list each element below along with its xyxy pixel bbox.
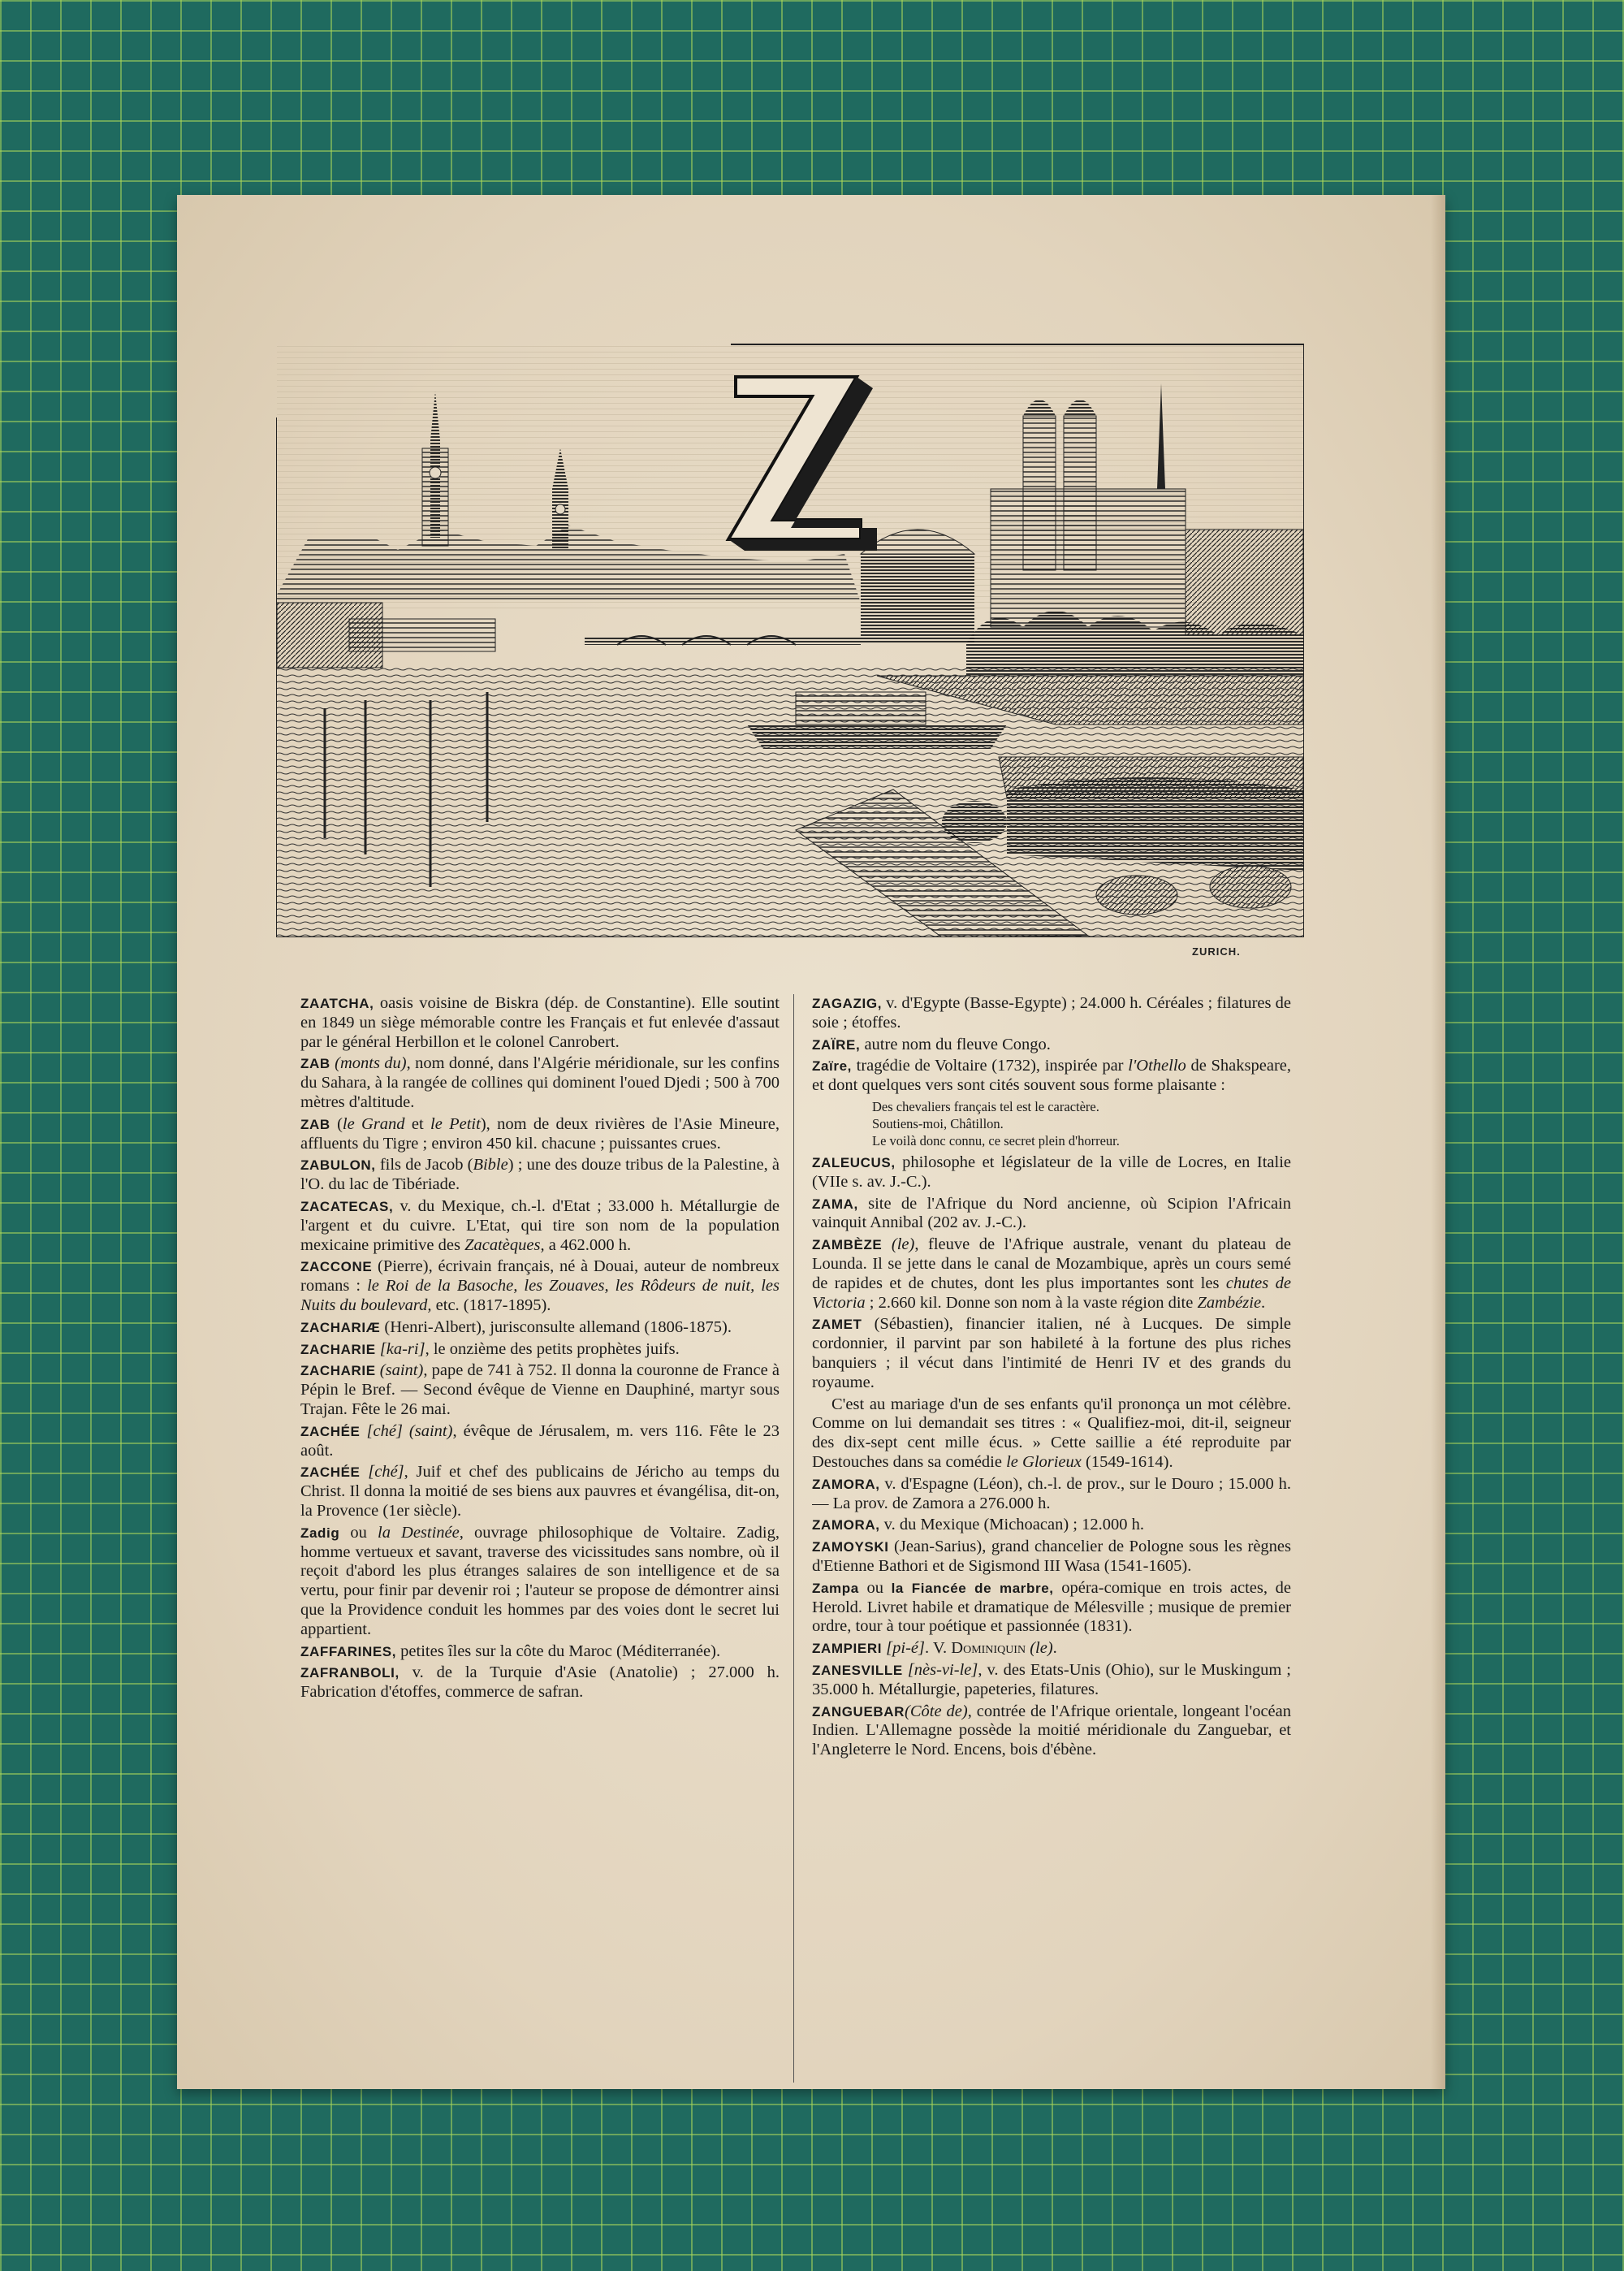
text: a 462.000 h. [544, 1235, 632, 1254]
text: . [1052, 1639, 1057, 1658]
text: etc. (1817-1895). [431, 1296, 551, 1314]
italic: [ché] (saint) [366, 1421, 453, 1440]
headword: ZAFRANBOLI, [300, 1665, 400, 1681]
headword: ZAMOYSKI [812, 1539, 889, 1555]
verse-line: Des chevaliers français tel est le caractère. [872, 1098, 1099, 1114]
text: tragédie de Voltaire (1732), inspirée par [851, 1057, 1129, 1075]
italic: Zambézie [1197, 1293, 1262, 1312]
pronunciation: [pi-é] [886, 1639, 925, 1658]
entry-zambeze [812, 1235, 1291, 1313]
entry-zachariae [300, 1318, 780, 1338]
headword: ZACATECAS, [300, 1198, 394, 1214]
text: ), nom de deux rivières de l'Asie Mineure, affluents du Tigre ; environ 450 kil. chacune ; puissantes crues. [300, 1114, 780, 1153]
entry-zacatecas [300, 1197, 780, 1255]
entry-zadig [300, 1524, 780, 1640]
text: v. de la Turquie d'Asie (Anatolie) ; 27.000 h. Fabrication d'étoffes, commerce de safran. [300, 1663, 780, 1702]
italic: le Grand [342, 1114, 405, 1133]
headword: ZAMPIERI [812, 1641, 883, 1657]
entry-zaccone [300, 1257, 780, 1315]
entry-zafranboli [300, 1663, 780, 1702]
entry-zamoyski [812, 1538, 1291, 1577]
entry-zachee-publican [300, 1463, 780, 1520]
text: , pape de 741 à 752. Il donna la couronne de France à Pépin le Bref. — Second évêque de Vienne en Dauphiné, martyr sous Trajan. Fête le 26 mai. [300, 1361, 780, 1418]
right-column [812, 994, 1291, 2083]
headword: ZABULON, [300, 1157, 376, 1174]
pronunciation: [nès-vi-le] [907, 1660, 978, 1679]
entry-zama [812, 1195, 1291, 1234]
headword: ZACHARIE [300, 1341, 376, 1357]
text: philosophe et législateur de la ville de Locres, en Italie (VIIe s. av. J.-C.). [812, 1153, 1291, 1191]
definition: , nom donné, dans l'Algérie méridionale, sur les confins du Sahara, à la rangée de collines qui dominent l'oued Djedi ; 500 à 700 mètres d'altitude. [300, 1054, 780, 1111]
text: v. d'Espagne (Léon), ch.-l. de prov., sur le Douro ; 15.000 h. — La prov. de Zamora a 276.000 h. [812, 1474, 1291, 1512]
zurich-engraving [276, 270, 1304, 937]
entry-zaffarines [300, 1642, 780, 1662]
entry-zamora-spain [812, 1475, 1291, 1514]
headword-secondary: la Fiancée de marbre, [891, 1580, 1054, 1596]
column-divider [793, 994, 794, 2083]
dictionary-page [177, 195, 1445, 2089]
text: opéra-comique en trois actes, de Herold. Livret habile et dramatique de Mélesville ; musique de premier ordre, tour à tour poétique et passionnée (1831). [812, 1578, 1291, 1636]
entry-zamet-continued [812, 1395, 1291, 1473]
text: (Jean-Sarius), grand chancelier de Pologne sous les règnes d'Etienne Bathori et de Sigismond III Wasa (1541-1605). [812, 1538, 1291, 1575]
headword: ZAMA, [812, 1196, 858, 1212]
pronunciation: [ka-ri] [379, 1339, 425, 1358]
text: ) ; une des douze tribus de la Palestine, à l'O. du lac de Tibériade. [300, 1156, 780, 1194]
entry-zampa [812, 1579, 1291, 1637]
text: , le onzième des petits prophètes juifs. [425, 1339, 680, 1358]
engraving-caption: ZURICH. [1192, 945, 1241, 958]
italic-qualifier: (monts du) [335, 1054, 407, 1073]
entry-zaire-tragedy [812, 1057, 1291, 1096]
entry-zachee-saint [300, 1422, 780, 1461]
italic: le Glorieux [1006, 1452, 1082, 1471]
italic: Zacatèques, [464, 1235, 545, 1254]
italic: (le) [891, 1235, 915, 1254]
italic: (Côte de) [905, 1702, 968, 1720]
entry-zab-rivers [300, 1115, 780, 1154]
italic: le Roi de la Basoche, les Zouaves, les Rôdeurs de nuit, les Nuits du boulevard, [300, 1277, 780, 1314]
text: , Juif et chef des publicains de Jéricho au temps du Christ. Il donna la moitié de ses biens aux pauvres et évangélisa, dit-on, la Provence (1er siècle). [300, 1463, 780, 1520]
headword: ZANESVILLE [812, 1662, 903, 1678]
text: ou [339, 1523, 378, 1542]
italic: chutes de Victoria [812, 1274, 1291, 1312]
entry-zamora-mexico [812, 1516, 1291, 1535]
text: , fleuve de l'Afrique australe, venant du plateau de Lounda. Il se jette dans le canal de Mozambique, après un cours semé de rapides et de chutes, dont les plus importantes sont les [812, 1235, 1291, 1292]
text: , contrée de l'Afrique orientale, longeant l'océan Indien. L'Allemagne possède la moitié méridionale du Zanguebar, et l'Angleterre le Nord. Encens, bois d'ébène. [812, 1702, 1291, 1759]
entry-zabulon [300, 1156, 780, 1195]
definition: oasis voisine de Biskra (dép. de Constantine). Elle soutint en 1849 un siège mémorable contre les Français et fut enlevée d'assaut par le général Herbillon et le colonel Canrobert. [300, 994, 780, 1051]
headword: Zampa [812, 1580, 859, 1596]
pronunciation: [ché] [368, 1463, 404, 1482]
headword: ZACHARIÆ [300, 1319, 381, 1335]
entry-zagazig [812, 994, 1291, 1033]
text: (Sébastien), financier italien, né à Lucques. De simple cordonnier, il parvint par son habileté à la fortune des plus riches banquiers ; il vécut dans l'intimité de Henri IV et des grands du royaume. [812, 1315, 1291, 1391]
left-column [300, 994, 780, 2083]
engraving-illustration [276, 270, 1304, 937]
italic: le Petit [430, 1114, 481, 1133]
text: . V. [924, 1639, 952, 1658]
text: , ouvrage philosophique de Voltaire. Zadig, homme vertueux et savant, traverse des vicissitudes sans nombre, où il reçoit d'abord les plus étranges salaires de son intelligence et de sa vertu, pour finir par devenir roi ; l'auteur se propose de démontrer ainsi que la Providence conduit les hommes par des voies dont le secret lui appartient. [300, 1523, 780, 1638]
headword: ZAFFARINES, [300, 1643, 397, 1659]
headword: ZAMORA, [812, 1476, 880, 1492]
headword: ZANGUEBAR [812, 1703, 905, 1719]
text: et [404, 1114, 430, 1133]
entry-zacharie-prophet [300, 1340, 780, 1360]
italic: (le) [1030, 1639, 1053, 1658]
headword: ZAGAZIG, [812, 996, 883, 1011]
verse-line: Le voilà donc connu, ce secret plein d'horreur. [872, 1132, 1120, 1148]
headword: ZAB [300, 1116, 330, 1132]
headword: ZAB [300, 1056, 330, 1072]
italic: l'Othello [1128, 1057, 1186, 1075]
headword: ZACHÉE [300, 1464, 361, 1481]
cross-reference: Dominiquin [951, 1639, 1026, 1658]
text: v. du Mexique, ch.-l. d'Etat ; 33.000 h. Métallurgie de l'argent et du cuivre. L'Etat, qui tire son nom de la population mexicaine primitive des [300, 1196, 780, 1254]
text: (1549-1614). [1081, 1452, 1173, 1471]
text: petites îles sur la côte du Maroc (Méditerranée). [396, 1642, 721, 1660]
entry-zacharie-saint [300, 1361, 780, 1419]
entry-zamet [812, 1315, 1291, 1392]
text: de Shakspeare, et dont quelques vers sont cités souvent sous forme plaisante : [812, 1057, 1291, 1095]
entry-zanguebar [812, 1702, 1291, 1760]
entry-zanesville [812, 1661, 1291, 1700]
entry-zampieri [812, 1639, 1291, 1659]
verse-quotation [872, 1098, 1291, 1149]
headword: ZAATCHA, [300, 996, 374, 1011]
headword: ZACHARIE [300, 1363, 376, 1379]
text: v. du Mexique (Michoacan) ; 12.000 h. [879, 1516, 1144, 1534]
verse-line: Soutiens-moi, Châtillon. [872, 1115, 1004, 1131]
text: , v. des Etats-Unis (Ohio), sur le Muskingum ; 35.000 h. Métallurgie, papeteries, filatures. [812, 1660, 1291, 1698]
headword: ZAMBÈZE [812, 1237, 883, 1253]
text: (Henri-Albert), jurisconsulte allemand (1806-1875). [380, 1317, 732, 1336]
text: . [1261, 1293, 1266, 1312]
text: C'est au mariage d'un de ses enfants qu'il prononça un mot célèbre. Comme on lui demandait ses titres : « Qualifiez-moi, dit-il, seigneur des dix-sept cent mille écus. » Cette saillie a été reproduite par Destouches dans sa comédie [812, 1395, 1291, 1471]
text: autre nom du fleuve Congo. [860, 1035, 1051, 1053]
entry-zaleucus [812, 1153, 1291, 1192]
text: fils de Jacob ( [375, 1156, 473, 1174]
italic: Bible [473, 1156, 508, 1174]
headword: ZACCONE [300, 1259, 373, 1275]
headword: Zadig [300, 1525, 340, 1541]
text: , évêque de Jérusalem, m. vers 116. Fête le 23 août. [300, 1421, 780, 1460]
text: ; 2.660 kil. Donne son nom à la vaste région dite [865, 1293, 1198, 1312]
headword: ZAÏRE, [812, 1036, 861, 1053]
text: v. d'Egypte (Basse-Egypte) ; 24.000 h. Céréales ; filatures de soie ; étoffes. [812, 994, 1291, 1032]
headword: ZAMET [812, 1317, 862, 1333]
entry-zaire-river [812, 1036, 1291, 1055]
text: site de l'Afrique du Nord ancienne, où Scipion l'Africain vainquit Annibal (202 av. J.-C.). [812, 1194, 1291, 1232]
headword: ZAMORA, [812, 1517, 880, 1533]
headword: Zaïre, [812, 1058, 852, 1075]
entry-zab-monts [300, 1054, 780, 1112]
text: ou [858, 1578, 892, 1597]
italic: la Destinée [378, 1523, 460, 1542]
text: ( [330, 1114, 343, 1133]
headword: ZACHÉE [300, 1423, 361, 1439]
entry-zaatcha [300, 994, 780, 1052]
text: (Pierre), écrivain français, né à Douai, auteur de nombreux romans : [300, 1257, 780, 1296]
headword: ZALEUCUS, [812, 1154, 896, 1170]
italic: (saint) [379, 1361, 424, 1380]
